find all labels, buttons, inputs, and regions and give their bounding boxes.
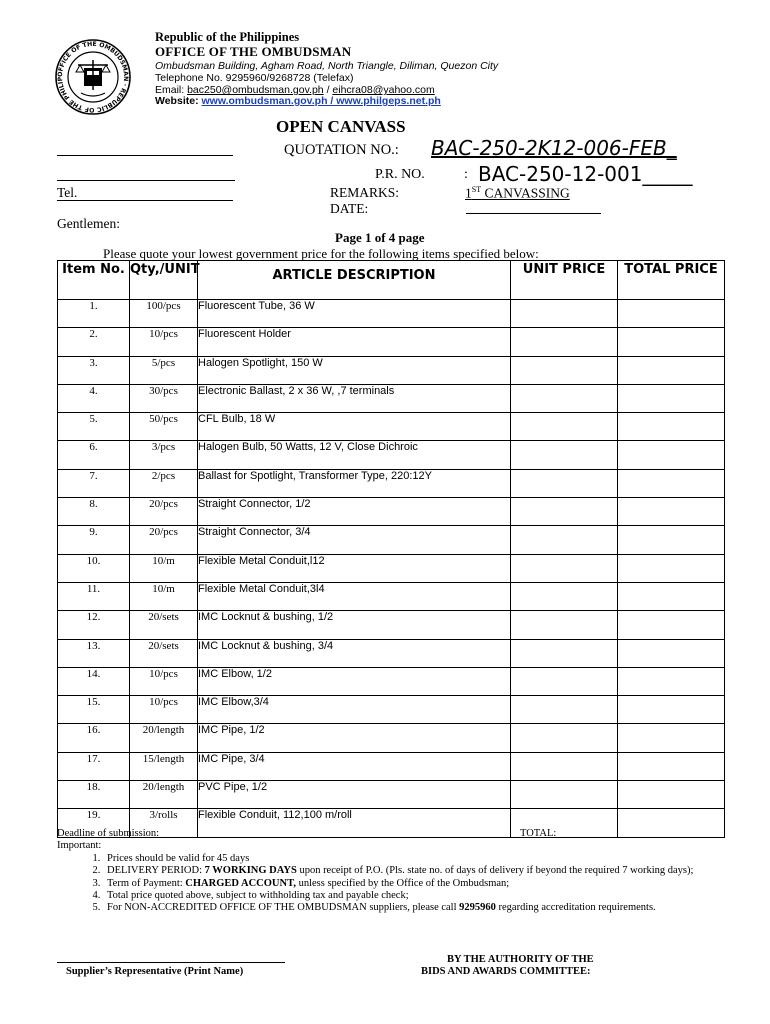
table-row xyxy=(58,554,725,582)
item-number: 1. xyxy=(58,300,130,328)
item-description: IMC Locknut & bushing, 1/2 xyxy=(198,611,511,639)
item-number: 2. xyxy=(58,328,130,356)
total-price-cell[interactable] xyxy=(618,724,725,752)
unit-price-cell[interactable] xyxy=(511,498,618,526)
item-description: Flexible Conduit, 112,100 m/roll xyxy=(198,809,511,837)
table-header-row xyxy=(58,261,725,300)
blank-line-2 xyxy=(57,180,235,181)
table-row xyxy=(58,498,725,526)
note-emphasis: 9295960 xyxy=(459,902,496,914)
note-text-continued: upon receipt of P.O. (Pls. state no. of days of delivery if beyond the required 7 working days); xyxy=(296,865,694,877)
note-text: DELIVERY PERIOD: xyxy=(107,865,205,877)
item-number: 10. xyxy=(58,554,130,582)
item-description: IMC Pipe, 3/4 xyxy=(198,752,511,780)
item-number: 5. xyxy=(58,413,130,441)
total-price-cell[interactable] xyxy=(618,639,725,667)
item-quantity: 3/rolls xyxy=(130,809,198,837)
item-quantity: 20/sets xyxy=(130,611,198,639)
seal-text: OFFICE OF THE OMBUDSMAN · REPUBLIC OF THE PHILIP xyxy=(56,40,130,114)
total-price-cell[interactable] xyxy=(618,469,725,497)
table-row xyxy=(58,752,725,780)
table-row xyxy=(58,611,725,639)
unit-price-cell[interactable] xyxy=(511,328,618,356)
total-price-cell[interactable] xyxy=(618,413,725,441)
remarks-text: CANVASSING xyxy=(481,185,570,201)
unit-price-cell[interactable] xyxy=(511,667,618,695)
unit-price-cell[interactable] xyxy=(511,554,618,582)
table-row xyxy=(58,413,725,441)
email-link-2[interactable]: eihcra08@yahoo.com xyxy=(332,84,435,96)
item-number: 12. xyxy=(58,611,130,639)
email-separator: / xyxy=(323,84,333,96)
table-row xyxy=(58,300,725,328)
item-number: 19. xyxy=(58,809,130,837)
item-quantity: 20/length xyxy=(130,781,198,809)
note-item xyxy=(103,878,737,890)
email-label: Email: xyxy=(155,84,188,96)
col-header-item: Item No. xyxy=(58,261,130,300)
note-text: For NON-ACCREDITED OFFICE OF THE OMBUDSMAN suppliers, please call xyxy=(107,902,460,914)
total-price-cell[interactable] xyxy=(618,441,725,469)
unit-price-cell[interactable] xyxy=(511,300,618,328)
tel-label: Tel. xyxy=(57,185,78,200)
page-title: OPEN CANVASS xyxy=(276,117,406,136)
item-number: 18. xyxy=(58,781,130,809)
item-description: Electronic Ballast, 2 x 36 W, ,7 terminals xyxy=(198,384,511,412)
item-quantity: 100/pcs xyxy=(130,300,198,328)
item-quantity: 20/length xyxy=(130,724,198,752)
table-row xyxy=(58,328,725,356)
item-quantity: 10/m xyxy=(130,554,198,582)
total-price-cell[interactable] xyxy=(618,667,725,695)
tel-line xyxy=(57,200,233,201)
unit-price-cell[interactable] xyxy=(511,611,618,639)
unit-price-cell[interactable] xyxy=(511,724,618,752)
item-quantity: 20/pcs xyxy=(130,526,198,554)
item-quantity: 3/pcs xyxy=(130,441,198,469)
republic-line: Republic of the Philippines xyxy=(155,30,300,44)
item-number: 14. xyxy=(58,667,130,695)
remarks-number: 1 xyxy=(465,185,472,201)
note-emphasis: 7 WORKING DAYS xyxy=(204,865,297,877)
item-number: 11. xyxy=(58,582,130,610)
total-price-cell[interactable] xyxy=(618,498,725,526)
unit-price-cell[interactable] xyxy=(511,696,618,724)
unit-price-cell[interactable] xyxy=(511,384,618,412)
item-number: 16. xyxy=(58,724,130,752)
note-text: Term of Payment: xyxy=(107,877,186,889)
item-quantity: 10/pcs xyxy=(130,328,198,356)
item-description: PVC Pipe, 1/2 xyxy=(198,781,511,809)
unit-price-cell[interactable] xyxy=(511,356,618,384)
note-item xyxy=(103,853,737,865)
total-price-cell[interactable] xyxy=(618,781,725,809)
note-item xyxy=(103,902,737,914)
note-text-continued: unless specified by the Office of the Ombudsman; xyxy=(295,877,510,889)
total-price-cell[interactable] xyxy=(618,696,725,724)
unit-price-cell[interactable] xyxy=(511,526,618,554)
item-quantity: 20/pcs xyxy=(130,498,198,526)
website-label: Website: xyxy=(155,95,202,107)
item-quantity: 20/sets xyxy=(130,639,198,667)
remarks-superscript: ST xyxy=(471,185,482,194)
note-text: Prices should be valid for 45 days xyxy=(107,853,250,864)
unit-price-cell[interactable] xyxy=(511,752,618,780)
unit-price-cell[interactable] xyxy=(511,781,618,809)
item-description: Flexible Metal Conduit,3l4 xyxy=(198,582,511,610)
item-number: 15. xyxy=(58,696,130,724)
quotation-number: BAC-250-2K12-006-FEB_ xyxy=(431,136,677,160)
item-quantity: 10/m xyxy=(130,582,198,610)
salutation: Gentlemen: xyxy=(57,216,120,231)
date-line xyxy=(466,213,601,214)
item-quantity: 2/pcs xyxy=(130,469,198,497)
table-row xyxy=(58,384,725,412)
authority-line-2: BIDS AND AWARDS COMMITTEE: xyxy=(421,966,591,977)
item-description: IMC Elbow, 1/2 xyxy=(198,667,511,695)
total-price-cell[interactable] xyxy=(618,356,725,384)
item-quantity: 10/pcs xyxy=(130,696,198,724)
email-link-1[interactable]: bac250@ombudsman.gov.ph xyxy=(187,84,324,96)
unit-price-cell[interactable] xyxy=(511,582,618,610)
item-description: Straight Connector, 3/4 xyxy=(198,526,511,554)
total-label: TOTAL: ______________________ xyxy=(520,828,675,839)
pr-colon: : xyxy=(464,167,468,182)
total-price-cell[interactable] xyxy=(618,554,725,582)
item-description: Fluorescent Holder xyxy=(198,328,511,356)
table-row xyxy=(58,441,725,469)
date-label: DATE: xyxy=(330,201,369,216)
table-row xyxy=(58,469,725,497)
note-emphasis: CHARGED ACCOUNT, xyxy=(185,877,296,889)
office-name: OFFICE OF THE OMBUDSMAN xyxy=(155,44,352,59)
item-quantity: 30/pcs xyxy=(130,384,198,412)
total-price-cell[interactable] xyxy=(618,526,725,554)
note-text-continued: regarding accreditation requirements. xyxy=(495,902,656,914)
ombudsman-seal xyxy=(54,38,132,116)
quotation-label: QUOTATION NO.: xyxy=(284,142,399,158)
item-number: 3. xyxy=(58,356,130,384)
pr-number: BAC-250-12-001_____ xyxy=(478,162,693,186)
item-number: 7. xyxy=(58,469,130,497)
table-row xyxy=(58,582,725,610)
note-item xyxy=(103,890,737,902)
note-item xyxy=(103,865,737,877)
deadline-label: Deadline of submission: xyxy=(57,828,160,839)
total-price-cell[interactable] xyxy=(618,752,725,780)
item-number: 17. xyxy=(58,752,130,780)
important-notes xyxy=(57,853,737,914)
item-number: 13. xyxy=(58,639,130,667)
authority-line-1: BY THE AUTHORITY OF THE xyxy=(447,954,594,965)
table-row xyxy=(58,356,725,384)
supplier-representative-label: Supplier’s Representative (Print Name) xyxy=(66,966,244,977)
item-description: IMC Elbow,3/4 xyxy=(198,696,511,724)
table-row xyxy=(58,781,725,809)
page-info: Page 1 of 4 page xyxy=(335,230,425,245)
blank-line-1 xyxy=(57,155,233,156)
item-description: CFL Bulb, 18 W xyxy=(198,413,511,441)
unit-price-cell[interactable] xyxy=(511,639,618,667)
item-number: 6. xyxy=(58,441,130,469)
note-text: Total price quoted above, subject to withholding tax and payable check; xyxy=(107,889,409,901)
total-price-cell[interactable] xyxy=(618,328,725,356)
item-quantity: 5/pcs xyxy=(130,356,198,384)
item-number: 8. xyxy=(58,498,130,526)
item-number: 9. xyxy=(58,526,130,554)
item-description: Straight Connector, 1/2 xyxy=(198,498,511,526)
unit-price-cell[interactable] xyxy=(511,413,618,441)
col-header-description: ARTICLE DESCRIPTION xyxy=(198,261,511,300)
col-header-unit-price: UNIT PRICE xyxy=(511,261,618,300)
pr-label: P.R. NO. xyxy=(375,167,425,182)
website-line xyxy=(155,95,441,107)
item-description: Halogen Bulb, 50 Watts, 12 V, Close Dichroic xyxy=(198,441,511,469)
table-row xyxy=(58,696,725,724)
item-description: IMC Pipe, 1/2 xyxy=(198,724,511,752)
total-price-cell[interactable] xyxy=(618,300,725,328)
items-table xyxy=(57,260,725,838)
total-price-cell[interactable] xyxy=(618,582,725,610)
office-address: Ombudsman Building, Agham Road, North Triangle, Diliman, Quezon City xyxy=(155,60,499,72)
table-row xyxy=(58,724,725,752)
item-number: 4. xyxy=(58,384,130,412)
unit-price-cell[interactable] xyxy=(511,469,618,497)
item-description: IMC Locknut & bushing, 3/4 xyxy=(198,639,511,667)
col-header-total-price: TOTAL PRICE xyxy=(618,261,725,300)
item-description: Halogen Spotlight, 150 W xyxy=(198,356,511,384)
total-price-cell[interactable] xyxy=(618,611,725,639)
item-quantity: 15/length xyxy=(130,752,198,780)
item-quantity: 10/pcs xyxy=(130,667,198,695)
table-row xyxy=(58,526,725,554)
col-header-qty: Qty,/UNIT xyxy=(130,261,198,300)
unit-price-cell[interactable] xyxy=(511,441,618,469)
important-label: Important: xyxy=(57,840,102,851)
signature-line xyxy=(57,962,285,963)
item-description: Flexible Metal Conduit,l12 xyxy=(198,554,511,582)
instruction-text: Please quote your lowest government price for the following items specified below: xyxy=(103,246,539,261)
item-description: Ballast for Spotlight, Transformer Type, 220:12Y xyxy=(198,469,511,497)
remarks-label: REMARKS: xyxy=(330,185,400,200)
total-price-cell[interactable] xyxy=(618,384,725,412)
item-description: Fluorescent Tube, 36 W xyxy=(198,300,511,328)
table-row xyxy=(58,639,725,667)
telephone-line: Telephone No. 9295960/9268728 (Telefax) xyxy=(155,72,354,84)
item-quantity: 50/pcs xyxy=(130,413,198,441)
table-row xyxy=(58,667,725,695)
remarks-value xyxy=(465,185,570,202)
website-link[interactable]: www.ombudsman.gov.ph / www.philgeps.net.ph xyxy=(201,95,441,107)
